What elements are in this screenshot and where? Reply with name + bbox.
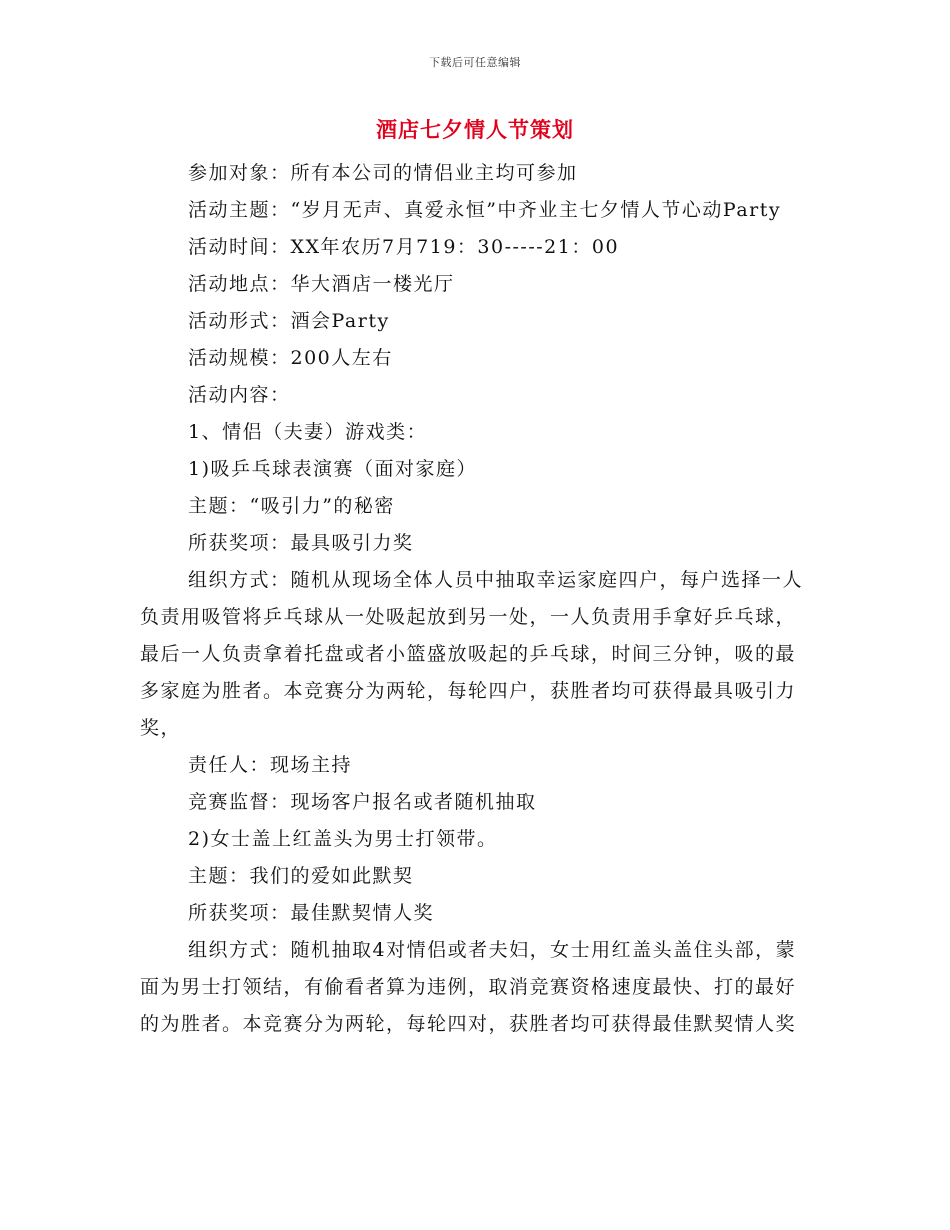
paragraph-games-heading: 1、情侣（夫妻）游戏类： <box>188 421 428 443</box>
paragraph-game2-method: 组织方式：随机抽取4对情侣或者夫妇，女士用红盖头盖住头部，蒙面为男士打领结，有偷看者算为违例，取消竞赛资格速度最快、打的最好的为胜者。本竞赛分为两轮，每轮四对，获胜者均可获得最佳默契情人奖 <box>140 939 797 1035</box>
paragraph-location: 活动地点：华大酒店一楼光厅 <box>188 273 455 295</box>
paragraph-game1-theme: 主题：“吸引力”的秘密 <box>188 495 395 517</box>
paragraph-game1-award: 所获奖项：最具吸引力奖 <box>188 532 414 554</box>
paragraph-content-heading: 活动内容： <box>188 384 291 406</box>
paragraph-game1-method: 组织方式：随机从现场全体人员中抽取幸运家庭四户，每户选择一人负责用吸管将乒乓球从一处吸起放到另一处，一人负责用手拿好乒乓球，最后一人负责拿着托盘或者小篮盛放吸起的乒乓球，时间三分钟，吸的最多家庭为胜者。本竞赛分为两轮，每轮四户，获胜者均可获得最具吸引力奖， <box>140 569 804 739</box>
paragraph-participants: 参加对象：所有本公司的情侣业主均可参加 <box>188 162 578 184</box>
paragraph-game1-title: 1)吸乒乓球表演赛（面对家庭） <box>188 458 478 480</box>
paragraph-scale: 活动规模：200人左右 <box>188 347 393 369</box>
paragraph-game2-award: 所获奖项：最佳默契情人奖 <box>188 902 435 924</box>
paragraph-format: 活动形式：酒会Party <box>188 310 390 332</box>
paragraph-theme: 活动主题：“岁月无声、真爱永恒”中齐业主七夕情人节心动Party <box>188 199 782 221</box>
document-body <box>140 155 805 1043</box>
document-title: 酒店七夕情人节策划 <box>376 117 574 142</box>
paragraph-game2-theme: 主题：我们的爱如此默契 <box>188 865 414 887</box>
header-note: 下载后可任意编辑 <box>429 56 521 69</box>
paragraph-game2-title: 2)女士盖上红盖头为男士打领带。 <box>188 828 498 850</box>
paragraph-game1-supervision: 竞赛监督：现场客户报名或者随机抽取 <box>188 791 537 813</box>
paragraph-game1-responsible: 责任人：现场主持 <box>188 754 353 776</box>
paragraph-time: 活动时间：XX年农历7月719：30-----21：00 <box>188 236 620 258</box>
